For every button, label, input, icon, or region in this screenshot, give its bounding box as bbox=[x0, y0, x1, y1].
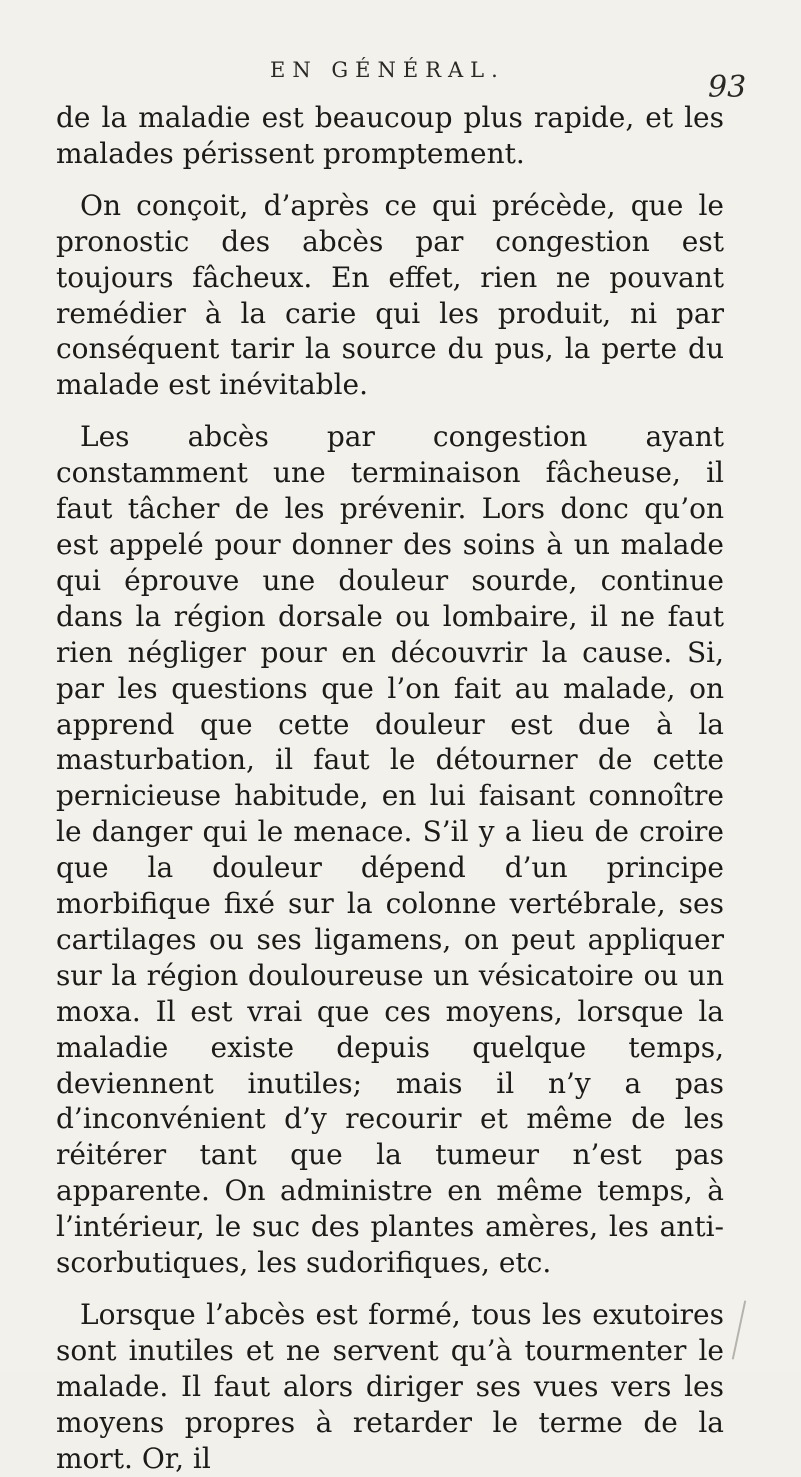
body-text bbox=[56, 100, 724, 1477]
running-header: EN GÉNÉRAL. bbox=[270, 58, 505, 82]
paragraph-pronostic: On conçoit, d’après ce qui précède, que le pronostic des abcès par congestion est toujours fâcheux. En effet, rien ne pouvant remédier à la carie qui les produit, ni par conséquent tarir la source du pus, la perte du malade est inévitable. bbox=[56, 188, 724, 402]
margin-pencil-mark bbox=[732, 1300, 746, 1359]
page-number: 93 bbox=[708, 70, 747, 105]
paragraph-abces-forme: Lorsque l’abcès est formé, tous les exutoires sont inutiles et ne servent qu’à tourmenter le malade. Il faut alors diriger ses vues vers les moyens propres à retarder le terme de la mort. Or, il bbox=[56, 1298, 724, 1475]
paragraph-continuation: de la maladie est beaucoup plus rapide, et les malades périssent promptement. bbox=[56, 101, 724, 170]
paragraph-prevention: Les abcès par congestion ayant constamment une terminaison fâcheuse, il faut tâcher de les prévenir. Lors donc qu’on est appelé pour donner des soins à un malade qui éprouve une douleur sourde, continue dans la région dorsale ou lombaire, il ne faut rien négliger pour en découvrir la cause. Si, par les questions que l’on fait au malade, on apprend que cette douleur est due à la masturbation, il faut le détourner de cette pernicieuse habitude, en lui faisant connoître le danger qui le menace. S’il y a lieu de croire que la douleur dépend d’un principe morbifique fixé sur la colonne vertébrale, ses cartilages ou ses ligamens, on peut appliquer sur la région douloureuse un vésicatoire ou un moxa. Il est vrai que ces moyens, lorsque la maladie existe depuis quelque temps, deviennent inutiles; mais il n’y a pas d’inconvénient d’y recourir et même de les réitérer tant que la tumeur n’est pas apparente. On administre en même temps, à l’intérieur, le suc des plantes amères, les anti-scorbutiques, les sudorifiques, etc. bbox=[56, 420, 724, 1280]
